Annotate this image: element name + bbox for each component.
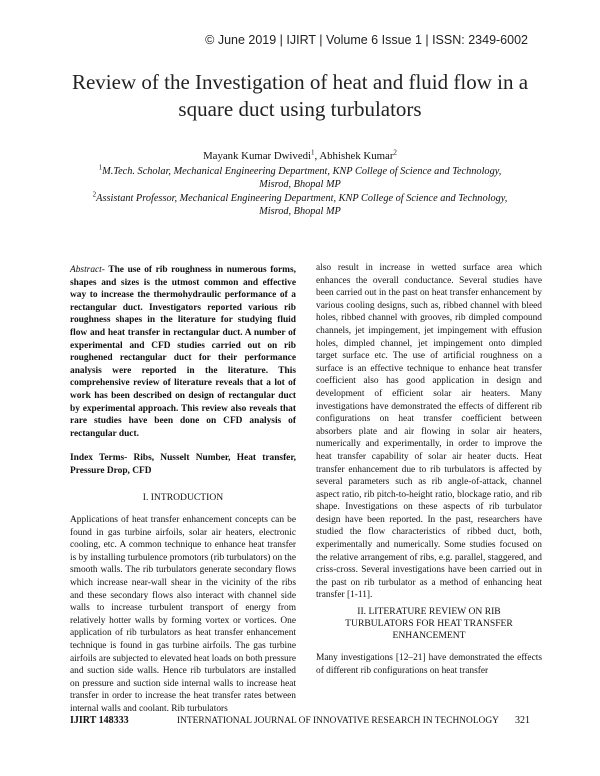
affiliation-line: Misrod, Bhopal MP bbox=[259, 206, 341, 217]
author-name: Mayank Kumar Dwivedi bbox=[203, 150, 312, 162]
affiliation-line: Misrod, Bhopal MP bbox=[259, 179, 341, 190]
section-heading-line: ENHANCEMENT bbox=[392, 630, 466, 642]
body-paragraph: also result in increase in wetted surface area which enhances the overall conductance. Several studies have been carried out in the past on heat transfer enhancement by various cooling designs, such as, ribbed channel with bleed holes, ribbed channel with grooves, rib dimpled compound channels, jet impingement, jet impingement with effusion holes, dimpled channel, jet impingement onto dimpled target surface etc. The use of artificial roughness on a surface is an effective technique to enhance heat transfer coefficient also has good application in design and development of efficient solar air heaters. Many investigations have demonstrated the effects of different rib configurations on heat transfer coefficient between absorbers plate and air flowing in solar air heaters, numerically and experimentally, in order to improve the heat transfer capability of solar air heater ducts. Heat transfer enhancement due to rib turbulators is affected by several parameters such as rib angle-of-attack, channel aspect ratio, rib pitch-to-height ratio, blockage ratio, and rib shape. Investigations on these aspects of rib turbulator design have been reported. In the past, researchers have studied the flow characteristics of ribbed duct, both, experimentally and numerically. Some studies focused on the relative arrangement of ribs, e.g. parallel, staggered, and criss-cross. Several investigations have been carried out in the past on rib turbulator as a method of enhancing heat transfer [1-11]. bbox=[316, 263, 542, 601]
page-number: 321 bbox=[515, 715, 530, 726]
section-heading-line: II. LITERATURE REVIEW ON RIB bbox=[357, 606, 501, 618]
author-name: Abhishek Kumar bbox=[319, 150, 394, 162]
author-block bbox=[60, 150, 540, 219]
title-line: Review of the Investigation of heat and fluid flow in a bbox=[71, 70, 529, 94]
affiliation bbox=[60, 178, 540, 192]
page-header: © June 2019 | IJIRT | Volume 6 Issue 1 | ISSN: 2349-6002 bbox=[205, 33, 528, 47]
author-sup: 2 bbox=[393, 148, 397, 157]
body-paragraph: Applications of heat transfer enhancement concepts can be found in gas turbine airfoils, solar air heaters, electronic cooling, etc. A common technique to enhance heat transfer is by installing turbulence promotors (rib turbulators) on the smooth walls. The rib turbulators generate secondary flows which increase near-wall shear in the vicinity of the ribs and these secondary flows also interact with channel side walls to increase turbulent transport of energy from relatively hotter walls by forming vortex or vortices. One application of rib turbulators as heat transfer enhancement technique is found in gas turbine airfoils. The gas turbine airfoils are subjected to elevated heat loads on both pressure and suction side walls. Hence rib turbulators are installed on pressure and suction side internal walls to increase heat transfer in order to increase the heat transfer rates between internal walls and coolant. Rib turbulators bbox=[70, 515, 296, 714]
section-heading: I. INTRODUCTION bbox=[142, 491, 224, 503]
footer-journal-name: INTERNATIONAL JOURNAL OF INNOVATIVE RESEARCH IN TECHNOLOGY bbox=[177, 716, 499, 726]
left-column bbox=[70, 264, 296, 716]
affiliation-sup: 2 bbox=[92, 190, 97, 199]
section-heading-line: TURBULATORS FOR HEAT TRANSFER bbox=[345, 618, 513, 630]
author-separator: , bbox=[314, 150, 320, 162]
footer-paper-id: IJIRT 148333 bbox=[70, 715, 129, 726]
title-line: square duct using turbulators bbox=[178, 97, 422, 121]
affiliation bbox=[60, 205, 540, 219]
paper-title bbox=[50, 69, 550, 123]
affiliation-line: Assistant Professor, Mechanical Engineering Department, KNP College of Science and Technology, bbox=[96, 192, 508, 204]
affiliation-line: M.Tech. Scholar, Mechanical Engineering Department, KNP College of Science and Technology, bbox=[102, 165, 502, 177]
affiliation bbox=[60, 165, 540, 179]
abstract bbox=[70, 264, 296, 440]
section-heading bbox=[316, 606, 542, 642]
author-names bbox=[60, 150, 540, 164]
abstract-label: Abstract- bbox=[70, 265, 105, 275]
affiliation-sup: 1 bbox=[98, 163, 103, 172]
abstract-text: The use of rib roughness in numerous forms, shapes and sizes is the utmost common and effective way to increase the thermohydraulic performance of a rectangular duct. Investigators reported various rib roughness shapes in the literature for studying fluid flow and heat transfer in rectangular duct. A number of experimental and CFD studies carried out on rib roughened rectangular duct for their performance analysis were reported in the literature. This comprehensive review of literature reveals that a lot of work has been described on design of rectangular duct by experimental approach. This review also reveals that rare studies have been done on CFD analysis of rectangular duct. bbox=[70, 265, 296, 439]
author-sup: 1 bbox=[311, 148, 315, 157]
affiliation bbox=[60, 192, 540, 206]
right-column bbox=[316, 262, 542, 677]
index-terms: Index Terms- Ribs, Nusselt Number, Heat transfer, Pressure Drop, CFD bbox=[70, 453, 296, 476]
body-paragraph: Many investigations [12–21] have demonstrated the effects of different rib configurations on heat transfer bbox=[316, 653, 542, 676]
